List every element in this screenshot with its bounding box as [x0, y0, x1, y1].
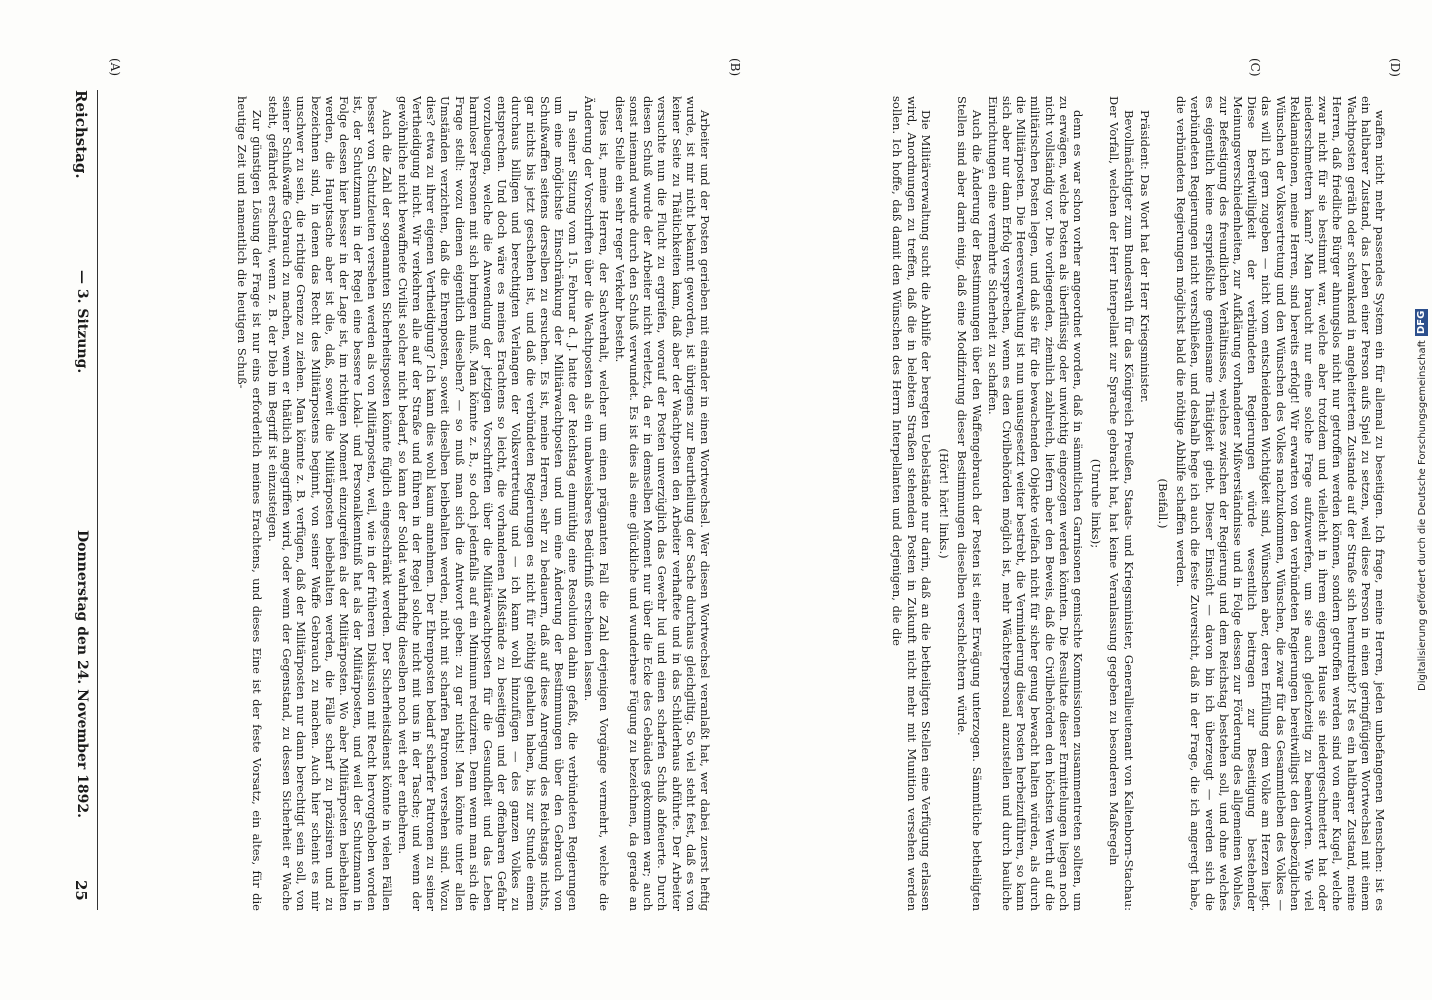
header-date: Donnerstag den 24. November 1892. [74, 530, 90, 818]
paragraph: Die Militärverwaltung sucht die Abhilfe der beregten Uebelstände nur darin, daß an die betheiligten Stellen eine Verfügung erlassen wird, Anordnungen zu treffen, daß die in belebten Straßen stehenden Posten in Zukunft nicht mehr mit Munition versehen werden sollen. Ich hoffe, daß damit den Wünschen des Herrn Interpellanten und derjenigen, die die [890, 96, 933, 911]
dfg-logo: DFG [1416, 310, 1427, 335]
applause-note: (Beifall.) [1155, 478, 1170, 529]
paragraph: Arbeiter und der Posten gerieben mit einander in einen Wortwechsel. Wer diesen Wortwechsel veranlaßt hat, wer dabei zuerst heftig wurde, ist mir nicht bekannt geworden, ist übrigens zur Beurtheilung der Sache durchaus gleichgiltig. So viel steht fest, daß es von keiner Seite zu Thätlichkeiten kam, daß aber der Wachtposten den Arbeiter verhaftete und in das Schilderhaus abführte. Der Arbeiter versuchte nun die Flucht zu ergreifen, worauf der Posten unverzüglich das Gewehr lud und einen scharfen Schuß abfeuerte. Durch diesen Schuß wurde der Arbeiter nicht verletzt, da er in demselben Moment nur über die Ecke des Gebäudes gekommen war; auch sonst niemand wurde durch den Schuß verwundet. Es ist dies als eine glückliche und wunderbare Fügung zu bezeichnen, da gerade an dieser Stelle ein sehr reger Verkehr besteht. [612, 96, 712, 911]
interjection-note: (Hört! hört! links.) [937, 448, 952, 559]
margin-mark-a: (A) [108, 58, 122, 77]
paragraph: Auch die Zahl der sogenannten Sicherheitsposten könnte füglich eingeschränkt werden. Der Sicherheitsdienst könnte in vielen Fällen besser von Schutzleuten versehen werden als von Militärposten, weil, wie in der früheren Diskussion mit Recht hervorgehoben worden ist, der Schutzmann in der Regel eine bessere Lokal- und Personalkenntniß hat als der Militärposten, und weil der Schutzmann in Folge dessen hier besser in der Lage ist, im richtigen Moment einzugreifen als der Militärposten. Wo aber Militärposten beibehalten werden, die Hauptsache aber ist die, daß, soweit die Militärposten beibehalten werden, die Fälle scharf zu präzisiren und zu bezeichnen sind, in denen das Recht des Militärpostens beginnt, von seiner Waffe Gebrauch zu machen. Auch hier scheint es mir unschwer zu sein, die richtige Grenze zu ziehen. Man könnte z. B. verfügen, daß der Militärposten nur dann berechtigt sein soll, von seiner Schußwaffe Gebrauch zu machen, wenn er thätlich angegriffen wird, oder wenn der Gegenstand, zu dessen Sicherheit er Wache steht, gefährdet erscheint, wenn z. B. der Dieb im Begriff ist einzusteigen. [265, 96, 394, 911]
header-title: Reichstag. [72, 90, 90, 179]
paragraph: Dies ist, meine Herren, der Sachverhalt, welcher um einen prägnanten Fall die Zahl derjenigen Vorgänge vermehrt, welche die Änderung der Vorschriften über die Wachtposten als ein unabweisbares Bedürfniß erscheinen lassen. [582, 96, 611, 911]
paragraph: denn es war schon vorher angeordnet worden, daß in sämmtlichen Garnisonen gemischte Kommissionen zusammentreten sollten, um zu erwägen, welche Posten als überflüssig oder unwichtig eingezogen werden könnten. Die Resultate dieser Ermittelungen liegen noch nicht vollständig vor. Die vorliegenden, ziemlich zahlreich, liefern aber den Beweis, daß die Civilbehörden den höchsten Werth auf die militärischen Posten legen, und daß sie für die bewachenden Objekte vielfach nicht für sicher genug bewacht halten würden, als durch die Militärposten. Die Heeresverwaltung ist nun unausgesetzt weiter bestrebt, die Verminderung dieser Posten herbeizuführen, so kann sich aber nur dann Erfolg versprechen, wenn es den Civilbehörden möglich ist, mehr Wächterpersonal anzustellen und durch bauliche Einrichtungen eine vermehrte Sicherheit zu schaffen. [985, 96, 1085, 911]
margin-mark-d: (D) [1388, 58, 1402, 77]
right-column [727, 96, 1387, 911]
paragraph: Bevollmächtigter zum Bundesrath für das Königreich Preußen, Staats- und Kriegsminister, Generallieutenant von Kaltenborn-Stachau: Der Vorfall, welchen der Herr Interpellant zur Sprache gebracht hat, hat keine Veranlassung gegeben zu besonderen Maßregeln [1107, 96, 1136, 911]
header-session: — 3. Sitzung. [74, 270, 90, 374]
header-rule [97, 90, 98, 910]
paragraph: In seiner Sitzung vom 15. Februar d. J. hatte der Reichstag einmüthig eine Resolution dahin gefaßt, die verbündeten Regierungen um eine möglichste Einschränkung der Militärwachtposten und um eine Änderung der Bestimmungen über den Gebrauch von Schußwaffen seitens derselben zu ersuchen. Es ist, meine Herren, sehr zu bedauern, daß auf diese Anregung des Reichstags nichts, gar nichts bis jetzt geschehen ist, und daß die verbündeten Regierungen es nicht für nöthig gehalten haben, bis zur Stunde einem durchaus billigen und berechtigten Verlangen der Volksvertretung und — ich kann wohl hinzufügen — des ganzen Volkes zu entsprechen. Und doch wäre es meines Erachtens so leicht, die vorhandenen Mißstände zu beseitigen und der offenbaren Gefahr vorzubeugen, welche die Anwendung der jetzigen Vorschriften über die Militärwachtposten für die Gesundheit und das Leben harmloser Personen mit sich bringen muß. Man könnte z. B., so doch jedenfalls auf ein Minimum reduziren. Denn wenn man sich die Frage stellt: wozu dienen eigentlich dieselben? — so muß man sich die Antwort geben: zu gar nichts! Man könnte unter allen Umständen verzichten, daß die Ehrenposten, soweit dieselben beibehalten werden, nicht mit scharfen Patronen versehen sind. Wozu dies? etwa zu ihrer eigenen Vertheidigung? Ich kann dies wohl kaum annehmen. Der Ehrenposten bedarf scharfer Patronen zu seiner Vertheidigung nicht. Wir verkehren alle auf der Straße und führen in der Regel solche nicht mit uns in der Tasche; und wenn der gewöhnliche nicht bewaffnete Civilist solcher nicht bedarf, so kann der Soldat wahrhaftig dieselben noch weit eher entbehren. [395, 96, 581, 911]
footer-text: Digitalisierung gefördert durch die Deutsche Forschungsgemeinschaft [1417, 340, 1428, 692]
unrest-note: (Unruhe links); [1089, 458, 1104, 549]
paragraph: Auch die Änderung der Bestimmungen über den Waffengebrauch der Posten ist einer Erwägung unterzogen. Sämmtliche betheiligten Stellen sind aber darin einig, daß eine Modifizirung dieser Bestimmungen dieselben verschlechtern würde. [955, 96, 984, 911]
page-number: 25 [72, 880, 90, 901]
paragraph: Zur günstigen Lösung der Frage ist nur eins erforderlich meines Erachtens, und dieses Eine ist der feste Vorsatz, ein altes, für die heutige Zeit und namentlich die heutigen Schuß- [235, 96, 264, 911]
digitization-footer [1408, 0, 1428, 1000]
lower-left-column [107, 515, 717, 910]
paragraph: waffen nicht mehr passendes System ein für allemal zu beseitigen. Ich frage, meine Herren, jeden unbefangenen Menschen: ist es ein haltbarer Zustand, das Leben einer Person aufs Spiel zu setzen, weil diese Person in einen geringfügigen Wortwechsel mit einem Wachtposten geräth oder schwankend in angeheitertem Zustande auf der Straße sich herumtreibt? Ist es ein haltbarer Zustand, meine Herren, daß friedliche Bürger ahnungslos nicht nur getroffen werden können, sondern getroffen werden sind von einer Kugel, welche zwar nicht für sie bestimmt war, welche aber trotzdem und vielleicht in ihrem eigenen Hause sie niedergeschmettert hat oder niederschmettern kann? Man braucht nur eine solche Frage aufzuwerfen, um sie auch gleichzeitig zu beantworten. Wie viel Reklamationen, meine Herren, sind bereits erfolgt! Wir erwarten von den verbündeten Regierungen bereitwilligst den diesbezüglichen Wünschen der Volksvertretung und den Wünschen des Volkes nachzukommen, Wünschen, die zwar für das Gesammtleben des Volkes — das will ich gern zugeben — nicht vom entscheidenden Wichtigkeit sind, Wünschen aber, deren Erfüllung dem Volke am Herzen liegt. Diese Bereitwilligkeit der verbündeten Regierungen würde wesentlich beitragen zur Beseitigung bestehender Meinungsverschiedenheiten, zur Aufklärung vorhandener Mißverständnisse und in Folge dessen zur Förderung des allgemeinen Wohles, zur Befestigung des freundlichen Verhältnisses, welches zwischen der Regierung und dem Reichstag bestehen soll, und ohne welches es eigentlich keine ersprießliche gemeinsame Thätigkeit giebt. Dieser Einsicht — davon bin ich überzeugt — werden sich die verbündeten Regierungen nicht verschließen, und deshalb hege ich auch die feste Zuversicht, daß in der Frage, die ich angeregt habe, die verbündeten Regierungen möglichst bald die nöthige Abhilfe schaffen werden. [1174, 96, 1387, 911]
speaker-president: Präsident: Das Wort hat der Herr Kriegsminister. [1137, 110, 1152, 403]
margin-mark-b: (B) [728, 58, 742, 77]
margin-mark-c: (C) [1248, 58, 1262, 77]
